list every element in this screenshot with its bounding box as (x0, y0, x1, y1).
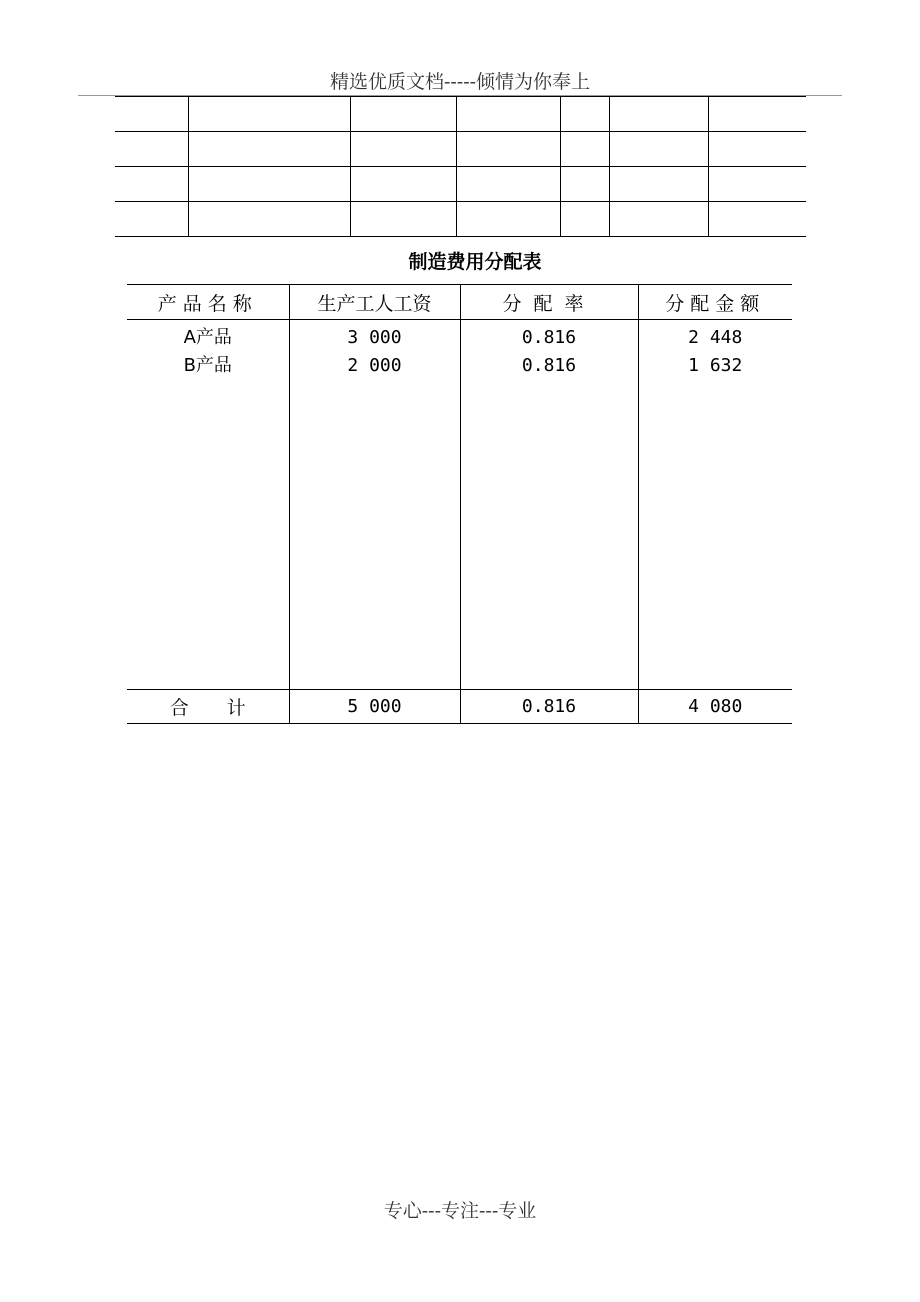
table-body-row (127, 320, 792, 690)
wages-cell (289, 320, 460, 690)
total-label: 合 计 (169, 697, 246, 719)
page-header: 精选优质文档-----倾情为你奉上 (329, 71, 591, 93)
column-header-product: 产品名称 (127, 285, 289, 320)
empty-grid-row (115, 167, 806, 202)
empty-grid-row (115, 202, 806, 237)
product-cell (127, 320, 289, 690)
product-name: A产品 (183, 327, 232, 348)
table-title: 制造费用分配表 (408, 251, 542, 273)
rate-cell (460, 320, 638, 690)
wages-value: 2 000 (347, 355, 402, 376)
amount-cell (638, 320, 792, 690)
empty-grid-table (115, 96, 806, 237)
total-row (127, 690, 792, 724)
total-rate-cell: 0.816 (460, 690, 638, 724)
column-header-amount: 分配金额 (638, 285, 792, 320)
page-footer: 专心---专注---专业 (383, 1200, 537, 1222)
column-header-rate: 分配率 (460, 285, 638, 320)
amount-value: 2 448 (688, 327, 743, 348)
rate-value: 0.816 (521, 355, 577, 376)
empty-grid-row (115, 97, 806, 132)
total-amount-cell: 4 080 (638, 690, 792, 724)
amount-value: 1 632 (688, 355, 743, 376)
rate-value: 0.816 (521, 327, 577, 348)
empty-grid-row (115, 132, 806, 167)
product-name: B产品 (183, 355, 232, 376)
total-label-cell (127, 690, 289, 724)
header-row (127, 285, 792, 320)
total-wages-cell: 5 000 (289, 690, 460, 724)
overhead-allocation-table (127, 284, 792, 724)
wages-value: 3 000 (347, 327, 402, 348)
column-header-wages: 生产工人工资 (289, 285, 460, 320)
